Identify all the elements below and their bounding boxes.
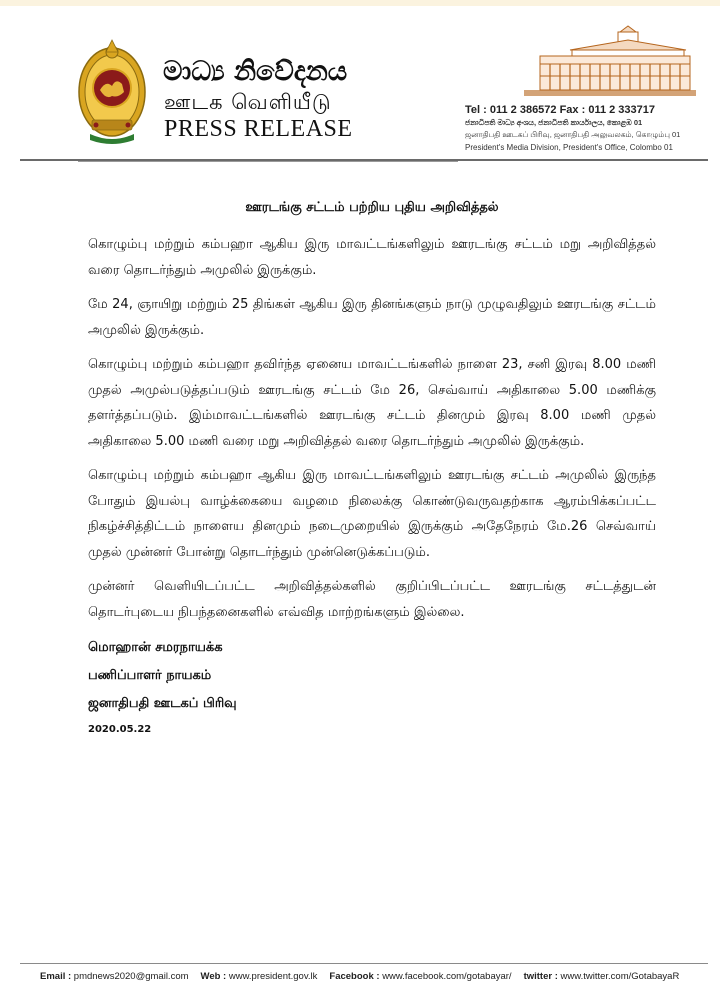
title-english: PRESS RELEASE (164, 116, 353, 142)
signatory-department: ஜனாதிபதி ஊடகப் பிரிவு (88, 696, 237, 711)
footer-web-link[interactable]: www.president.gov.lk (228, 971, 318, 982)
release-heading: ஊரடங்கு சட்டம் பற்றிய புதிய அறிவித்தல் (245, 200, 499, 215)
paragraph-3: கொழும்பு மற்றும் கம்பஹா தவிர்ந்த ஏனைய மாவட்டங்களில் நாளை 23, சனி இரவு 8.00 மணி முதல் அமுல்படுத்தப்படும் ஊரடங்கு சட்டம் மே 26, செவ்வாய் அதிகாலை 5.00 மணிக்கு தளர்த்தப்படும். இம்மாவட்டங்களில் ஊரடங்கு சட்டம் தினமும் இரவு 8.00 மணி முதல் அதிகாலை 5.00 மணி வரை மறு அறிவித்தல் வரை தொடர்ந்தும் அமுலில் இருக்கும். (88, 357, 656, 449)
paragraph-4: கொழும்பு மற்றும் கம்பஹா ஆகிய இரு மாவட்டங்களிலும் ஊரடங்கு சட்டம் அமுலில் இருந்த போதும் இயல்பு வாழ்க்கையை வழமை நிலைக்கு கொண்டுவருவதற்காக ஆரம்பிக்கப்பட்ட நிகழ்ச்சித்திட்டம் நாளைய தினமும் நடைமுறையில் இருக்கும் அதேநேரம் மே.26 செவ்வாய் முதல் முன்னர் போன்று தொடர்ந்தும் முன்னெடுக்கப்படும். (88, 468, 656, 560)
footer-email (40, 971, 189, 982)
paragraph-5: முன்னர் வெளியிடப்பட்ட அறிவித்தல்களில் குறிப்பிடப்பட்ட ஊரடங்கு சட்டத்துடன் தொடர்புடைய நிபந்தனைகளில் எவ்வித மாற்றங்களும் இல்லை. (88, 579, 656, 620)
footer-twitter-link[interactable]: www.twitter.com/GotabayaR (560, 971, 680, 982)
tel-fax-line: Tel : 011 2 386572 Fax : 011 2 333717 (465, 104, 656, 116)
footer-facebook-link[interactable]: www.facebook.com/gotabayar/ (382, 971, 512, 982)
release-content (88, 200, 656, 735)
footer-twitter (524, 971, 680, 982)
paragraph-2: மே 24, ஞாயிறு மற்றும் 25 திங்கள் ஆகிய இரு தினங்களும் நாடு முழுவதிலும் ஊரடங்கு சட்டம் அமுலில் இருக்கும். (88, 297, 656, 338)
signatory-name: மொஹான் சமரநாயக்க (88, 640, 223, 655)
contact-block (465, 104, 705, 152)
address-english: President's Media Division, President's Office, Colombo 01 (465, 143, 673, 152)
presidents-office-building-icon (520, 24, 698, 100)
footer-divider (20, 963, 708, 964)
sri-lanka-emblem-icon (76, 30, 148, 146)
signature-block (88, 634, 656, 735)
address-sinhala: ජනාධිපති මාධ්‍ය අංශය, ජනාධිපති කාර්යාලය, කොළඹ 01 (465, 118, 643, 127)
top-strip (0, 0, 720, 6)
address-tamil: ஜனாதிபதி ஊடகப் பிரிவு, ஜனாதிபதி அலுவலகம், கொழும்பு 01 (465, 130, 681, 139)
footer-facebook-label: Facebook : (329, 971, 380, 982)
title-sinhala: මාධ්‍ය නිවේදනය (163, 56, 348, 87)
footer-contacts (40, 971, 700, 982)
footer-web (201, 971, 318, 982)
paragraph-1: கொழும்பு மற்றும் கம்பஹா ஆகிய இரு மாவட்டங்களிலும் ஊரடங்கு சட்டம் மறு அறிவித்தல் வரை தொடர்ந்தும் அமுலில் இருக்கும். (88, 237, 656, 278)
header-divider-secondary (78, 161, 458, 162)
footer-email-link[interactable]: pmdnews2020@gmail.com (73, 971, 189, 982)
title-tamil: ஊடக வெளியீடு (164, 90, 332, 114)
signatory-position: பணிப்பாளர் நாயகம் (88, 668, 212, 683)
release-date: 2020.05.22 (88, 724, 152, 735)
footer-email-label: Email : (40, 971, 72, 982)
footer-web-label: Web : (200, 971, 227, 982)
footer-facebook (329, 971, 511, 982)
footer-twitter-label: twitter : (523, 971, 558, 982)
